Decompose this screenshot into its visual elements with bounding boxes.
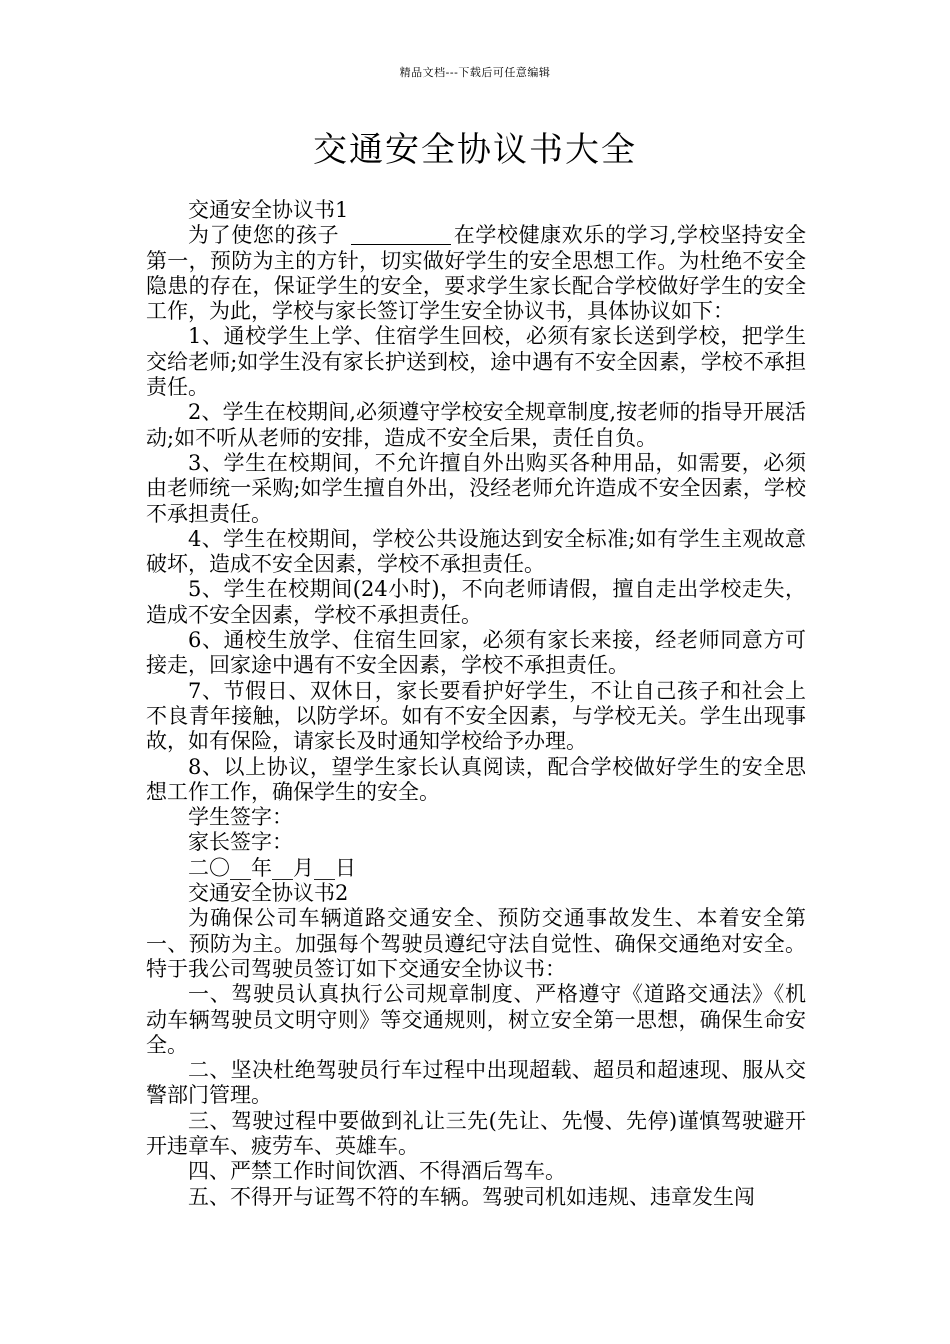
date-line: 二〇__年__月__日 — [188, 855, 356, 880]
section1-item: 3、学生在校期间，不允许擅自外出购买各种用品，如需要，必须由老师统一采购;如学生擅自外出，没经老师允许造成不安全因素，学校不承担责任。 — [146, 450, 806, 526]
section1-item: 6、通校生放学、住宿生回家，必须有家长来接，经老师同意方可接走，回家途中遇有不安全因素，学校不承担责任。 — [146, 628, 806, 678]
document-body — [146, 198, 806, 1210]
document-title: 交通安全协议书大全 — [313, 130, 637, 170]
section2-item: 二、坚决杜绝驾驶员行车过程中出现超载、超员和超速现、服从交警部门管理。 — [146, 1058, 806, 1108]
section2-intro: 为确保公司车辆道路交通安全、预防交通事故发生、本着安全第一、预防为主。加强每个驾驶员遵纪守法自觉性、确保交通绝对安全。特于我公司驾驶员签订如下交通安全协议书： — [146, 906, 806, 981]
page-header-note: 精品文档---下载后可任意编辑 — [399, 66, 551, 79]
section1-heading: 交通安全协议书1 — [188, 198, 349, 222]
section1-item: 7、节假日、双休日，家长要看护好学生，不让自己孩子和社会上不良青年接触，以防学坏。如有不安全因素，与学校无关。学生出现事故，如有保险，请家长及时通知学校给予办理。 — [146, 678, 806, 754]
section1-item: 1、通校学生上学、住宿学生回校，必须有家长送到学校，把学生交给老师;如学生没有家长护送到校，途中遇有不安全因素，学校不承担责任。 — [146, 324, 806, 400]
section1-item: 4、学生在校期间，学校公共设施达到安全标准;如有学生主观故意破坏，造成不安全因素，学校不承担责任。 — [146, 526, 806, 577]
section1-item: 5、学生在校期间(24小时)，不向老师请假，擅自走出学校走失，造成不安全因素，学校不承担责任。 — [146, 577, 806, 627]
section2-item: 三、驾驶过程中要做到礼让三先(先让、先慢、先停)谨慎驾驶避开开违章车、疲劳车、英雄车。 — [146, 1108, 806, 1158]
section1-item: 8、以上协议，望学生家长认真阅读，配合学校做好学生的安全思想工作工作，确保学生的安全。 — [146, 754, 806, 804]
student-signature-line: 学生签字： — [188, 805, 293, 830]
section2-heading: 交通安全协议书2 — [188, 881, 349, 906]
parent-signature-line: 家长签字： — [188, 830, 293, 855]
section1-item: 2、学生在校期间,必须遵守学校安全规章制度,按老师的指导开展活动;如不听从老师的安排，造成不安全后果，责任自负。 — [146, 400, 806, 450]
section2-item: 一、驾驶员认真执行公司规章制度、严格遵守《道路交通法》《机动车辆驾驶员文明守则》等交通规则，树立安全第一思想，确保生命安全。 — [146, 982, 806, 1057]
section2-item: 四、严禁工作时间饮酒、不得酒后驾车。 — [188, 1159, 566, 1184]
section1-intro — [146, 223, 806, 324]
child-name-blank — [351, 224, 451, 245]
section1-intro-start: 为了使您的孩子 — [188, 223, 340, 248]
section2-item: 五、不得开与证驾不符的车辆。驾驶司机如违规、违章发生闯 — [188, 1184, 755, 1209]
section1-intro-rest: 在学校健康欢乐的学习,学校坚持安全第一，预防为主的方针，切实做好学生的安全思想工作。为杜绝不安全隐患的存在，保证学生的安全，要求学生家长配合学校做好学生的安全工作，为此，学校与家长签订学生安全协议书，具体协议如下： — [146, 223, 806, 324]
